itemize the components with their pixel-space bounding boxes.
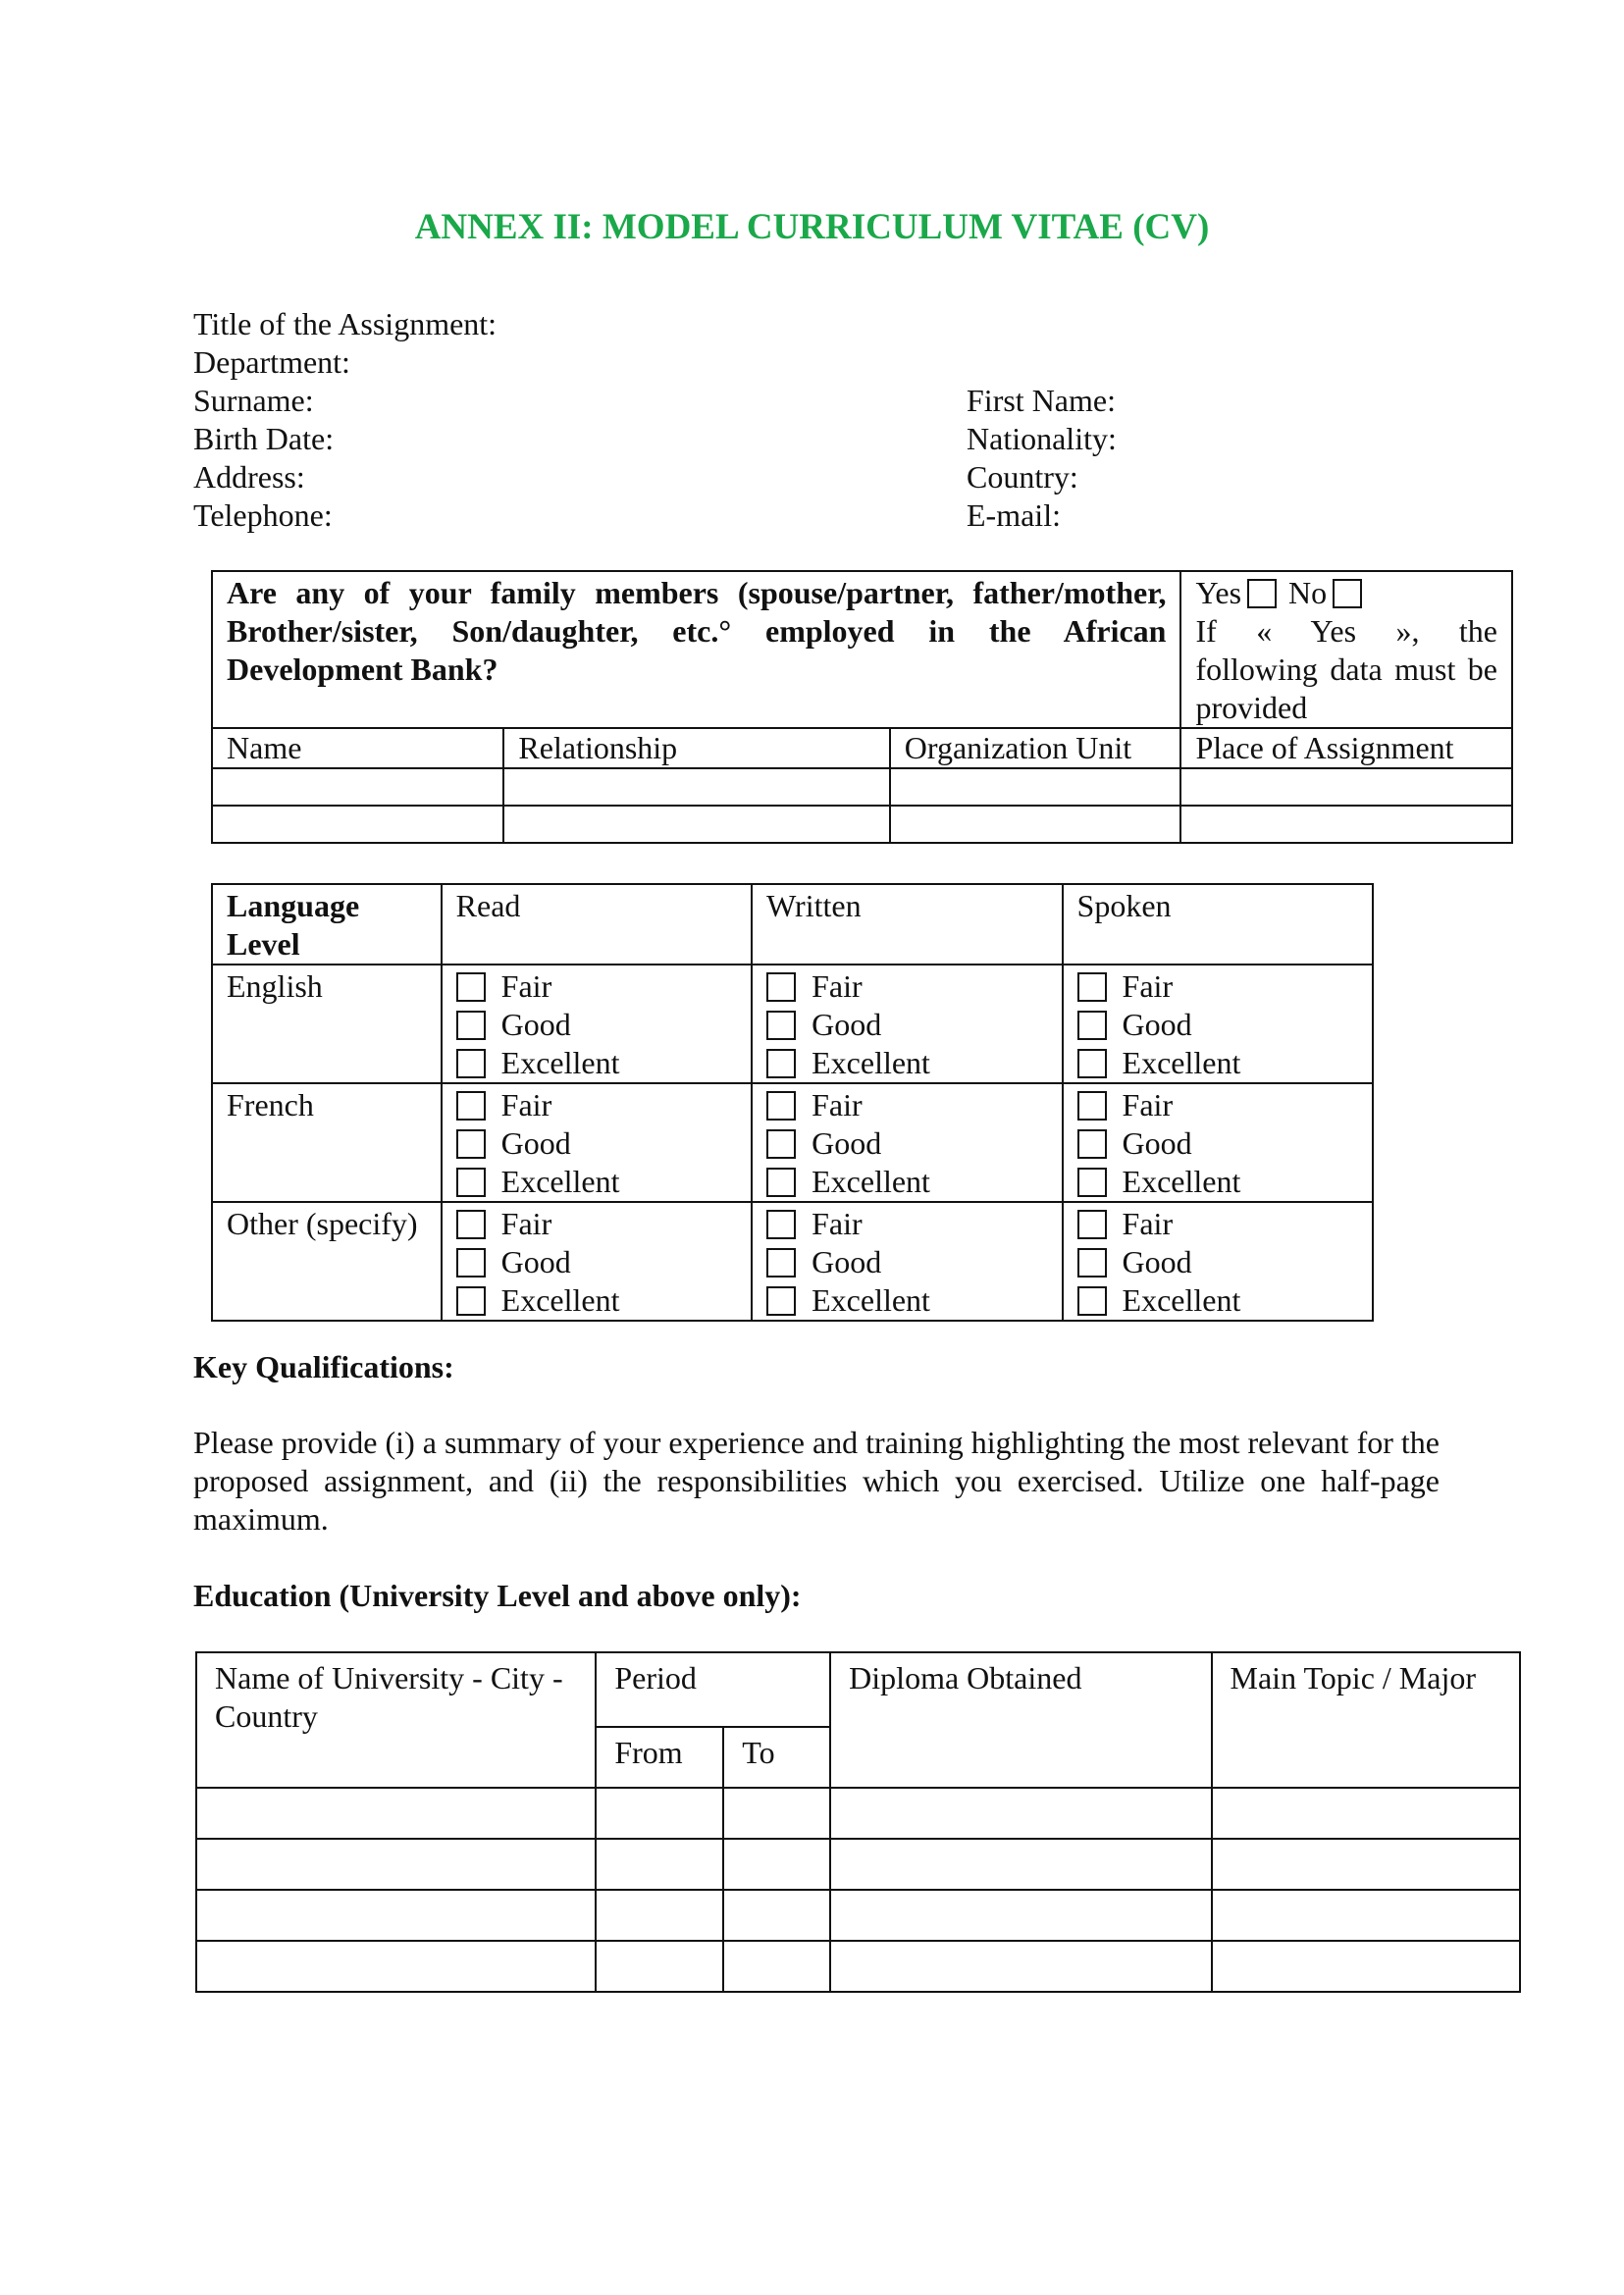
- column-header-major: Main Topic / Major: [1212, 1652, 1520, 1788]
- fair-checkbox[interactable]: [1077, 1091, 1107, 1121]
- fair-label: Fair: [500, 968, 552, 1004]
- assignment-title-label: Title of the Assignment:: [193, 306, 498, 341]
- column-header-place-of-assignment: Place of Assignment: [1180, 728, 1512, 768]
- good-label: Good: [1122, 1125, 1192, 1161]
- good-checkbox[interactable]: [1077, 1248, 1107, 1278]
- university-cell[interactable]: [196, 1788, 596, 1839]
- from-cell[interactable]: [596, 1839, 723, 1890]
- excellent-checkbox[interactable]: [1077, 1286, 1107, 1316]
- excellent-checkbox[interactable]: [1077, 1049, 1107, 1078]
- department-label: Department:: [193, 344, 350, 380]
- fair-label: Fair: [1122, 1087, 1174, 1122]
- fair-checkbox[interactable]: [1077, 1210, 1107, 1239]
- excellent-label: Excellent: [1122, 1164, 1241, 1199]
- family-relationship-cell[interactable]: [503, 806, 889, 843]
- to-cell[interactable]: [723, 1788, 830, 1839]
- good-checkbox[interactable]: [766, 1011, 796, 1040]
- excellent-checkbox[interactable]: [766, 1049, 796, 1078]
- diploma-cell[interactable]: [830, 1890, 1211, 1941]
- nationality-label: Nationality:: [967, 421, 1117, 456]
- birth-date-label: Birth Date:: [193, 421, 335, 456]
- major-cell[interactable]: [1212, 1839, 1520, 1890]
- fair-checkbox[interactable]: [456, 972, 486, 1002]
- education-row: [196, 1788, 1520, 1839]
- fair-checkbox[interactable]: [456, 1091, 486, 1121]
- excellent-checkbox[interactable]: [456, 1168, 486, 1197]
- fair-label: Fair: [812, 1087, 863, 1122]
- good-label: Good: [812, 1125, 882, 1161]
- family-question: Are any of your family members (spouse/partner, father/mother, Brother/sister, Son/daughter, etc.° employed in the African Development Bank?: [212, 571, 1180, 728]
- from-cell[interactable]: [596, 1788, 723, 1839]
- fair-checkbox[interactable]: [456, 1210, 486, 1239]
- other-spoken-options: [1063, 1202, 1373, 1321]
- family-place-cell[interactable]: [1180, 806, 1512, 843]
- key-qualifications-heading: Key Qualifications:: [193, 1349, 454, 1384]
- education-row: [196, 1890, 1520, 1941]
- fair-checkbox[interactable]: [766, 1091, 796, 1121]
- page-title: ANNEX II: MODEL CURRICULUM VITAE (CV): [414, 207, 1210, 247]
- family-name-cell[interactable]: [212, 806, 503, 843]
- education-heading: Education (University Level and above only):: [193, 1578, 802, 1613]
- no-label: No: [1288, 575, 1328, 610]
- excellent-checkbox[interactable]: [456, 1049, 486, 1078]
- good-checkbox[interactable]: [456, 1011, 486, 1040]
- column-header-diploma: Diploma Obtained: [830, 1652, 1211, 1788]
- good-checkbox[interactable]: [456, 1248, 486, 1278]
- excellent-checkbox[interactable]: [456, 1286, 486, 1316]
- fair-checkbox[interactable]: [766, 972, 796, 1002]
- language-level-header: Language Level: [212, 884, 442, 965]
- language-row-other: [212, 1202, 1373, 1321]
- key-qualifications-text: Please provide (i) a summary of your experience and training highlighting the most relevant for the proposed assignment, and (ii) the responsibilities which you exercised. Utilize one half-page maximum.: [193, 1425, 1440, 1537]
- language-row-french: [212, 1083, 1373, 1202]
- family-note: If « Yes », the following data must be provided: [1195, 613, 1497, 725]
- email-label: E-mail:: [967, 497, 1061, 533]
- column-header-organization-unit: Organization Unit: [890, 728, 1181, 768]
- excellent-label: Excellent: [500, 1164, 620, 1199]
- good-checkbox[interactable]: [766, 1248, 796, 1278]
- to-cell[interactable]: [723, 1839, 830, 1890]
- diploma-cell[interactable]: [830, 1839, 1211, 1890]
- education-table: [195, 1651, 1521, 1993]
- good-label: Good: [1122, 1244, 1192, 1279]
- column-header-name: Name: [212, 728, 503, 768]
- excellent-label: Excellent: [812, 1045, 930, 1080]
- yes-no-choice: [1195, 574, 1497, 612]
- university-cell[interactable]: [196, 1941, 596, 1992]
- family-answer-cell: [1180, 571, 1512, 728]
- major-cell[interactable]: [1212, 1941, 1520, 1992]
- language-level-table: [211, 883, 1374, 1322]
- fair-label: Fair: [812, 1206, 863, 1241]
- column-header-university: Name of University - City - Country: [196, 1652, 596, 1788]
- english-written-options: [752, 965, 1062, 1083]
- french-written-options: [752, 1083, 1062, 1202]
- fair-label: Fair: [1122, 968, 1174, 1004]
- other-read-options: [442, 1202, 752, 1321]
- education-row: [196, 1941, 1520, 1992]
- language-name: Other (specify): [212, 1202, 442, 1321]
- column-header-to: To: [723, 1727, 830, 1788]
- other-written-options: [752, 1202, 1062, 1321]
- telephone-label: Telephone:: [193, 497, 333, 533]
- fair-checkbox[interactable]: [766, 1210, 796, 1239]
- column-header-period: Period: [596, 1652, 830, 1727]
- good-checkbox[interactable]: [456, 1129, 486, 1159]
- column-header-relationship: Relationship: [503, 728, 889, 768]
- good-label: Good: [812, 1007, 882, 1042]
- good-label: Good: [500, 1007, 571, 1042]
- from-cell[interactable]: [596, 1941, 723, 1992]
- diploma-cell[interactable]: [830, 1788, 1211, 1839]
- language-name: English: [212, 965, 442, 1083]
- column-header-spoken: Spoken: [1063, 884, 1373, 965]
- major-cell[interactable]: [1212, 1890, 1520, 1941]
- excellent-label: Excellent: [1122, 1282, 1241, 1318]
- family-name-cell[interactable]: [212, 768, 503, 806]
- good-checkbox[interactable]: [766, 1129, 796, 1159]
- yes-checkbox[interactable]: [1247, 579, 1277, 608]
- family-relationship-cell[interactable]: [503, 768, 889, 806]
- family-unit-cell[interactable]: [890, 768, 1181, 806]
- family-place-cell[interactable]: [1180, 768, 1512, 806]
- good-label: Good: [812, 1244, 882, 1279]
- french-read-options: [442, 1083, 752, 1202]
- major-cell[interactable]: [1212, 1788, 1520, 1839]
- fair-label: Fair: [1122, 1206, 1174, 1241]
- from-cell[interactable]: [596, 1890, 723, 1941]
- column-header-read: Read: [442, 884, 752, 965]
- first-name-label: First Name:: [967, 383, 1116, 418]
- fair-label: Fair: [500, 1206, 552, 1241]
- fair-label: Fair: [812, 968, 863, 1004]
- excellent-label: Excellent: [812, 1164, 930, 1199]
- good-label: Good: [500, 1125, 571, 1161]
- personal-info: [193, 305, 1469, 535]
- excellent-label: Excellent: [1122, 1045, 1241, 1080]
- column-header-written: Written: [752, 884, 1062, 965]
- language-row-english: [212, 965, 1373, 1083]
- fair-label: Fair: [500, 1087, 552, 1122]
- excellent-checkbox[interactable]: [1077, 1168, 1107, 1197]
- yes-label: Yes: [1195, 575, 1242, 610]
- fair-checkbox[interactable]: [1077, 972, 1107, 1002]
- to-cell[interactable]: [723, 1890, 830, 1941]
- excellent-label: Excellent: [500, 1045, 620, 1080]
- language-name: French: [212, 1083, 442, 1202]
- column-header-from: From: [596, 1727, 723, 1788]
- good-checkbox[interactable]: [1077, 1129, 1107, 1159]
- diploma-cell[interactable]: [830, 1941, 1211, 1992]
- excellent-checkbox[interactable]: [766, 1168, 796, 1197]
- good-label: Good: [1122, 1007, 1192, 1042]
- address-label: Address:: [193, 459, 305, 495]
- family-unit-cell[interactable]: [890, 806, 1181, 843]
- french-spoken-options: [1063, 1083, 1373, 1202]
- education-row: [196, 1839, 1520, 1890]
- good-label: Good: [500, 1244, 571, 1279]
- no-checkbox[interactable]: [1333, 579, 1362, 608]
- excellent-label: Excellent: [500, 1282, 620, 1318]
- english-spoken-options: [1063, 965, 1373, 1083]
- country-label: Country:: [967, 459, 1078, 495]
- to-cell[interactable]: [723, 1941, 830, 1992]
- excellent-label: Excellent: [812, 1282, 930, 1318]
- surname-label: Surname:: [193, 383, 314, 418]
- family-members-table: [211, 570, 1513, 844]
- excellent-checkbox[interactable]: [766, 1286, 796, 1316]
- university-cell[interactable]: [196, 1890, 596, 1941]
- good-checkbox[interactable]: [1077, 1011, 1107, 1040]
- english-read-options: [442, 965, 752, 1083]
- university-cell[interactable]: [196, 1839, 596, 1890]
